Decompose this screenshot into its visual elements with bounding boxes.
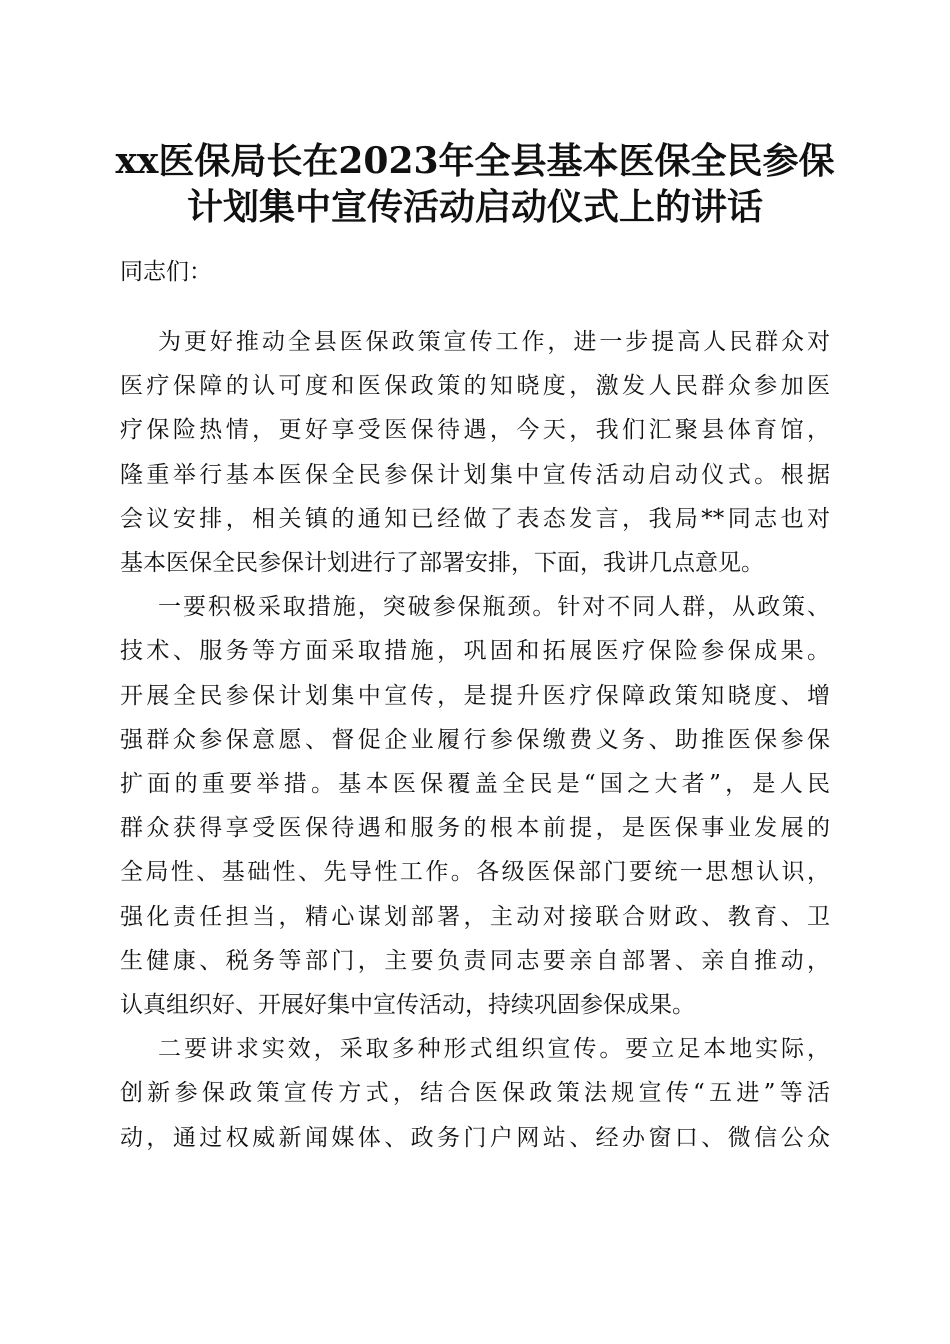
body-line: 会议安排，相关镇的通知已经做了表态发言，我局**同志也对: [120, 505, 830, 532]
body-line: 群众获得享受医保待遇和服务的根本前提，是医保事业发展的: [120, 815, 830, 842]
body-line: 疗保险热情，更好享受医保待遇，今天，我们汇聚县体育馆，: [120, 417, 830, 444]
salutation: 同志们：: [120, 259, 212, 285]
body-line: 动，通过权威新闻媒体、政务门户网站、经办窗口、微信公众: [120, 1124, 830, 1151]
body-line: 为更好推动全县医保政策宣传工作，进一步提高人民群众对: [158, 329, 830, 355]
body-line: 扩面的重要举措。基本医保覆盖全民是“国之大者”，是人民: [120, 771, 830, 797]
body-line: 开展全民参保计划集中宣传，是提升医疗保障政策知晓度、增: [120, 682, 830, 709]
body-line: 强群众参保意愿、督促企业履行参保缴费义务、助推医保参保: [120, 726, 830, 753]
body-line: 认真组织好、开展好集中宣传活动，持续巩固参保成果。: [120, 992, 695, 1018]
document-title-line-1: xx医保局长在2023年全县基本医保全民参保: [115, 140, 835, 182]
body-line: 基本医保全民参保计划进行了部署安排，下面，我讲几点意见。: [120, 550, 764, 576]
document-title-line-2: 计划集中宣传活动启动仪式上的讲话: [186, 186, 763, 228]
body-line: 全局性、基础性、先导性工作。各级医保部门要统一思想认识，: [120, 859, 830, 886]
body-line: 一要积极采取措施，突破参保瓶颈。针对不同人群，从政策、: [158, 594, 830, 621]
body-line: 强化责任担当，精心谋划部署，主动对接联合财政、教育、卫: [120, 903, 830, 930]
body-line: 技术、服务等方面采取措施，巩固和拓展医疗保险参保成果。: [120, 638, 830, 665]
body-line: 创新参保政策宣传方式，结合医保政策法规宣传“五进”等活: [120, 1080, 830, 1107]
body-line: 生健康、税务等部门，主要负责同志要亲自部署、亲自推动，: [120, 947, 830, 974]
body-line: 二要讲求实效，采取多种形式组织宣传。要立足本地实际，: [158, 1036, 830, 1063]
body-line: 隆重举行基本医保全民参保计划集中宣传活动启动仪式。根据: [120, 461, 830, 488]
body-line: 医疗保障的认可度和医保政策的知晓度，激发人民群众参加医: [120, 373, 830, 400]
